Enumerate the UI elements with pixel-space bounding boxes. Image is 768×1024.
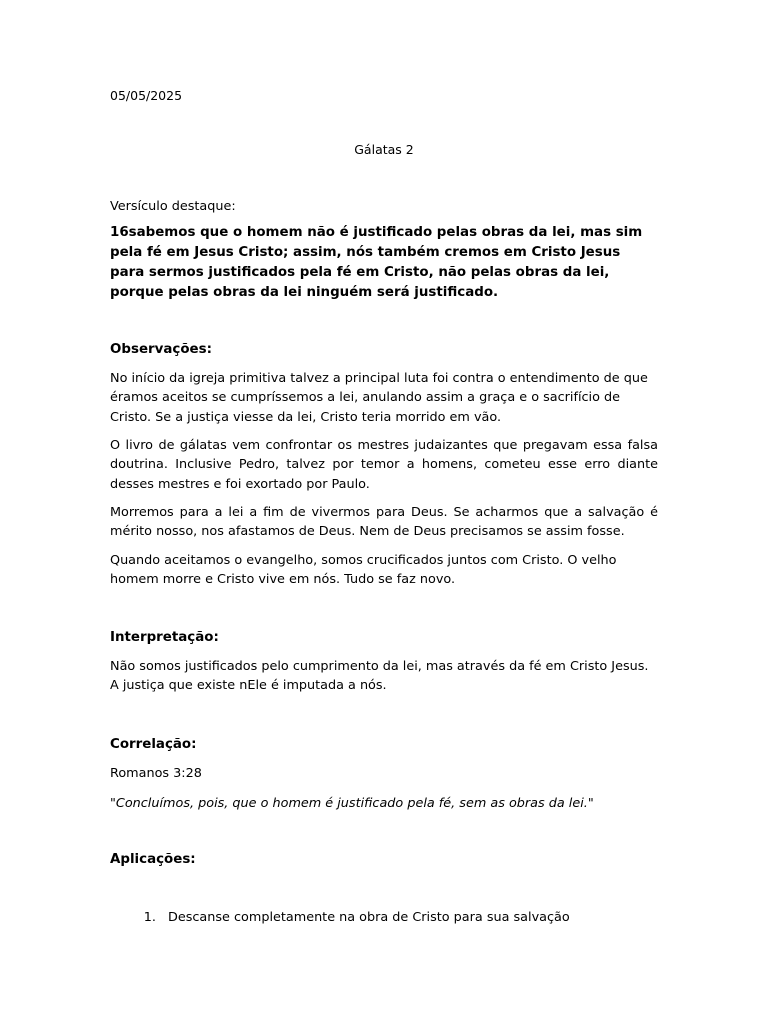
highlight-verse: 16sabemos que o homem não é justificado pelas obras da lei, mas sim pela fé em Jesus Cristo; assim, nós também cremos em Cristo Jesus para sermos justificados pela fé em Cristo, não pelas obras da lei, porque pelas obras da lei ninguém será justificado. <box>110 225 643 300</box>
list-item-text: Descanse completamente na obra de Cristo para sua salvação <box>168 910 570 925</box>
correlation-quote: "Concluímos, pois, que o homem é justificado pela fé, sem as obras da lei." <box>110 796 594 811</box>
document-page <box>110 0 658 1024</box>
observation-paragraph: Quando aceitamos o evangelho, somos crucificados juntos com Cristo. O velho homem morre e Cristo vive em nós. Tudo se faz novo. <box>110 553 617 588</box>
list-item <box>110 908 658 927</box>
applications-heading: Aplicações: <box>110 852 196 867</box>
applications-list <box>110 908 658 927</box>
interpretation-text: Não somos justificados pelo cumprimento da lei, mas através da fé em Cristo Jesus. A justiça que existe nEle é imputada a nós. <box>110 659 649 694</box>
observation-paragraph: O livro de gálatas vem confrontar os mestres judaizantes que pregavam essa falsa doutrina. Inclusive Pedro, talvez por temor a homens, cometeu esse erro diante desses mestres e foi exortado por Paulo. <box>110 438 658 492</box>
correlation-reference: Romanos 3:28 <box>110 766 202 781</box>
observations-heading: Observações: <box>110 342 212 357</box>
interpretation-heading: Interpretação: <box>110 630 219 645</box>
document-title: Gálatas 2 <box>354 142 414 157</box>
verse-intro: Versículo destaque: <box>110 199 236 214</box>
list-item-number: 1. <box>143 910 156 925</box>
document-date: 05/05/2025 <box>110 88 183 103</box>
correlation-heading: Correlação: <box>110 737 197 752</box>
observation-paragraph: No início da igreja primitiva talvez a principal luta foi contra o entendimento de que éramos aceitos se cumpríssemos a lei, anulando assim a graça e o sacrifício de Cristo. Se a justiça viesse da lei, Cristo teria morrido em vão. <box>110 371 648 425</box>
observation-paragraph: Morremos para a lei a fim de vivermos para Deus. Se acharmos que a salvação é mérito nosso, nos afastamos de Deus. Nem de Deus precisamos se assim fosse. <box>110 505 658 540</box>
